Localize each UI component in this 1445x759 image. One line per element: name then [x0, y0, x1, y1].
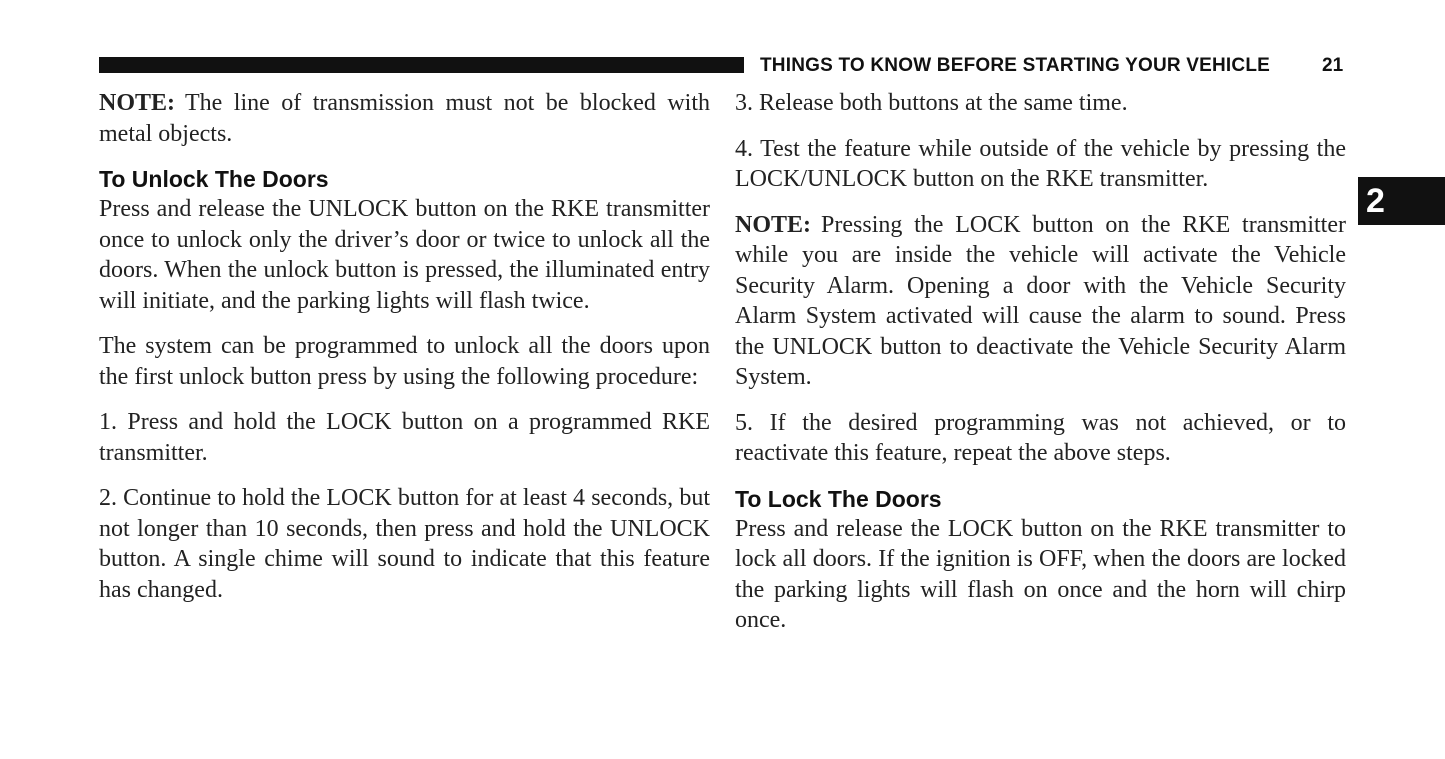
step-5: 5. If the desired programming was not achieved, or to reactivate this feature, repeat the above steps.	[735, 409, 1346, 466]
header-rule	[99, 57, 744, 73]
page-number: 21	[1322, 55, 1344, 76]
step-1: 1. Press and hold the LOCK button on a programmed RKE transmitter.	[99, 409, 710, 466]
unlock-heading: To Unlock The Doors	[99, 166, 329, 192]
note-text: The line of transmission must not be blocked with metal objects.	[99, 90, 710, 147]
note-label: NOTE:	[99, 90, 176, 116]
chapter-tab	[1358, 177, 1445, 225]
note-transmission	[99, 88, 710, 149]
running-header-title: THINGS TO KNOW BEFORE STARTING YOUR VEHICLE	[760, 55, 1271, 76]
note-text: Pressing the LOCK button on the RKE transmitter while you are inside the vehicle will activate the Vehicle Security Alarm. Opening a door with the Vehicle Security Alarm System activated will cause the alarm to sound. Press the UNLOCK button to deactivate the Vehicle Security Alarm System.	[735, 211, 1346, 390]
unlock-paragraph: Press and release the UNLOCK button on the RKE transmitter once to unlock only the driver’s door or twice to unlock all the doors. When the unlock button is pressed, the illuminated entry will initiate, and the parking lights will flash twice.	[99, 196, 710, 314]
step-4: 4. Test the feature while outside of the vehicle by pressing the LOCK/UNLOCK button on the RKE transmitter.	[735, 135, 1346, 192]
lock-paragraph: Press and release the LOCK button on the RKE transmitter to lock all doors. If the ignition is OFF, when the doors are locked the parking lights will flash on once and the horn will chirp once.	[735, 515, 1346, 633]
step-2: 2. Continue to hold the LOCK button for at least 4 seconds, but not longer than 10 seconds, then press and hold the UNLOCK button. A single chime will sound to indicate that this feature has changed.	[99, 485, 710, 603]
program-paragraph: The system can be programmed to unlock all the doors upon the first unlock button press by using the following procedure:	[99, 333, 710, 390]
left-column	[99, 88, 710, 620]
note-label: NOTE:	[735, 211, 812, 238]
lock-heading: To Lock The Doors	[735, 485, 942, 512]
right-column	[735, 88, 1346, 651]
chapter-number: 2	[1366, 181, 1385, 220]
step-3: 3. Release both buttons at the same time.	[735, 90, 1128, 116]
note-security-alarm	[735, 210, 1346, 393]
